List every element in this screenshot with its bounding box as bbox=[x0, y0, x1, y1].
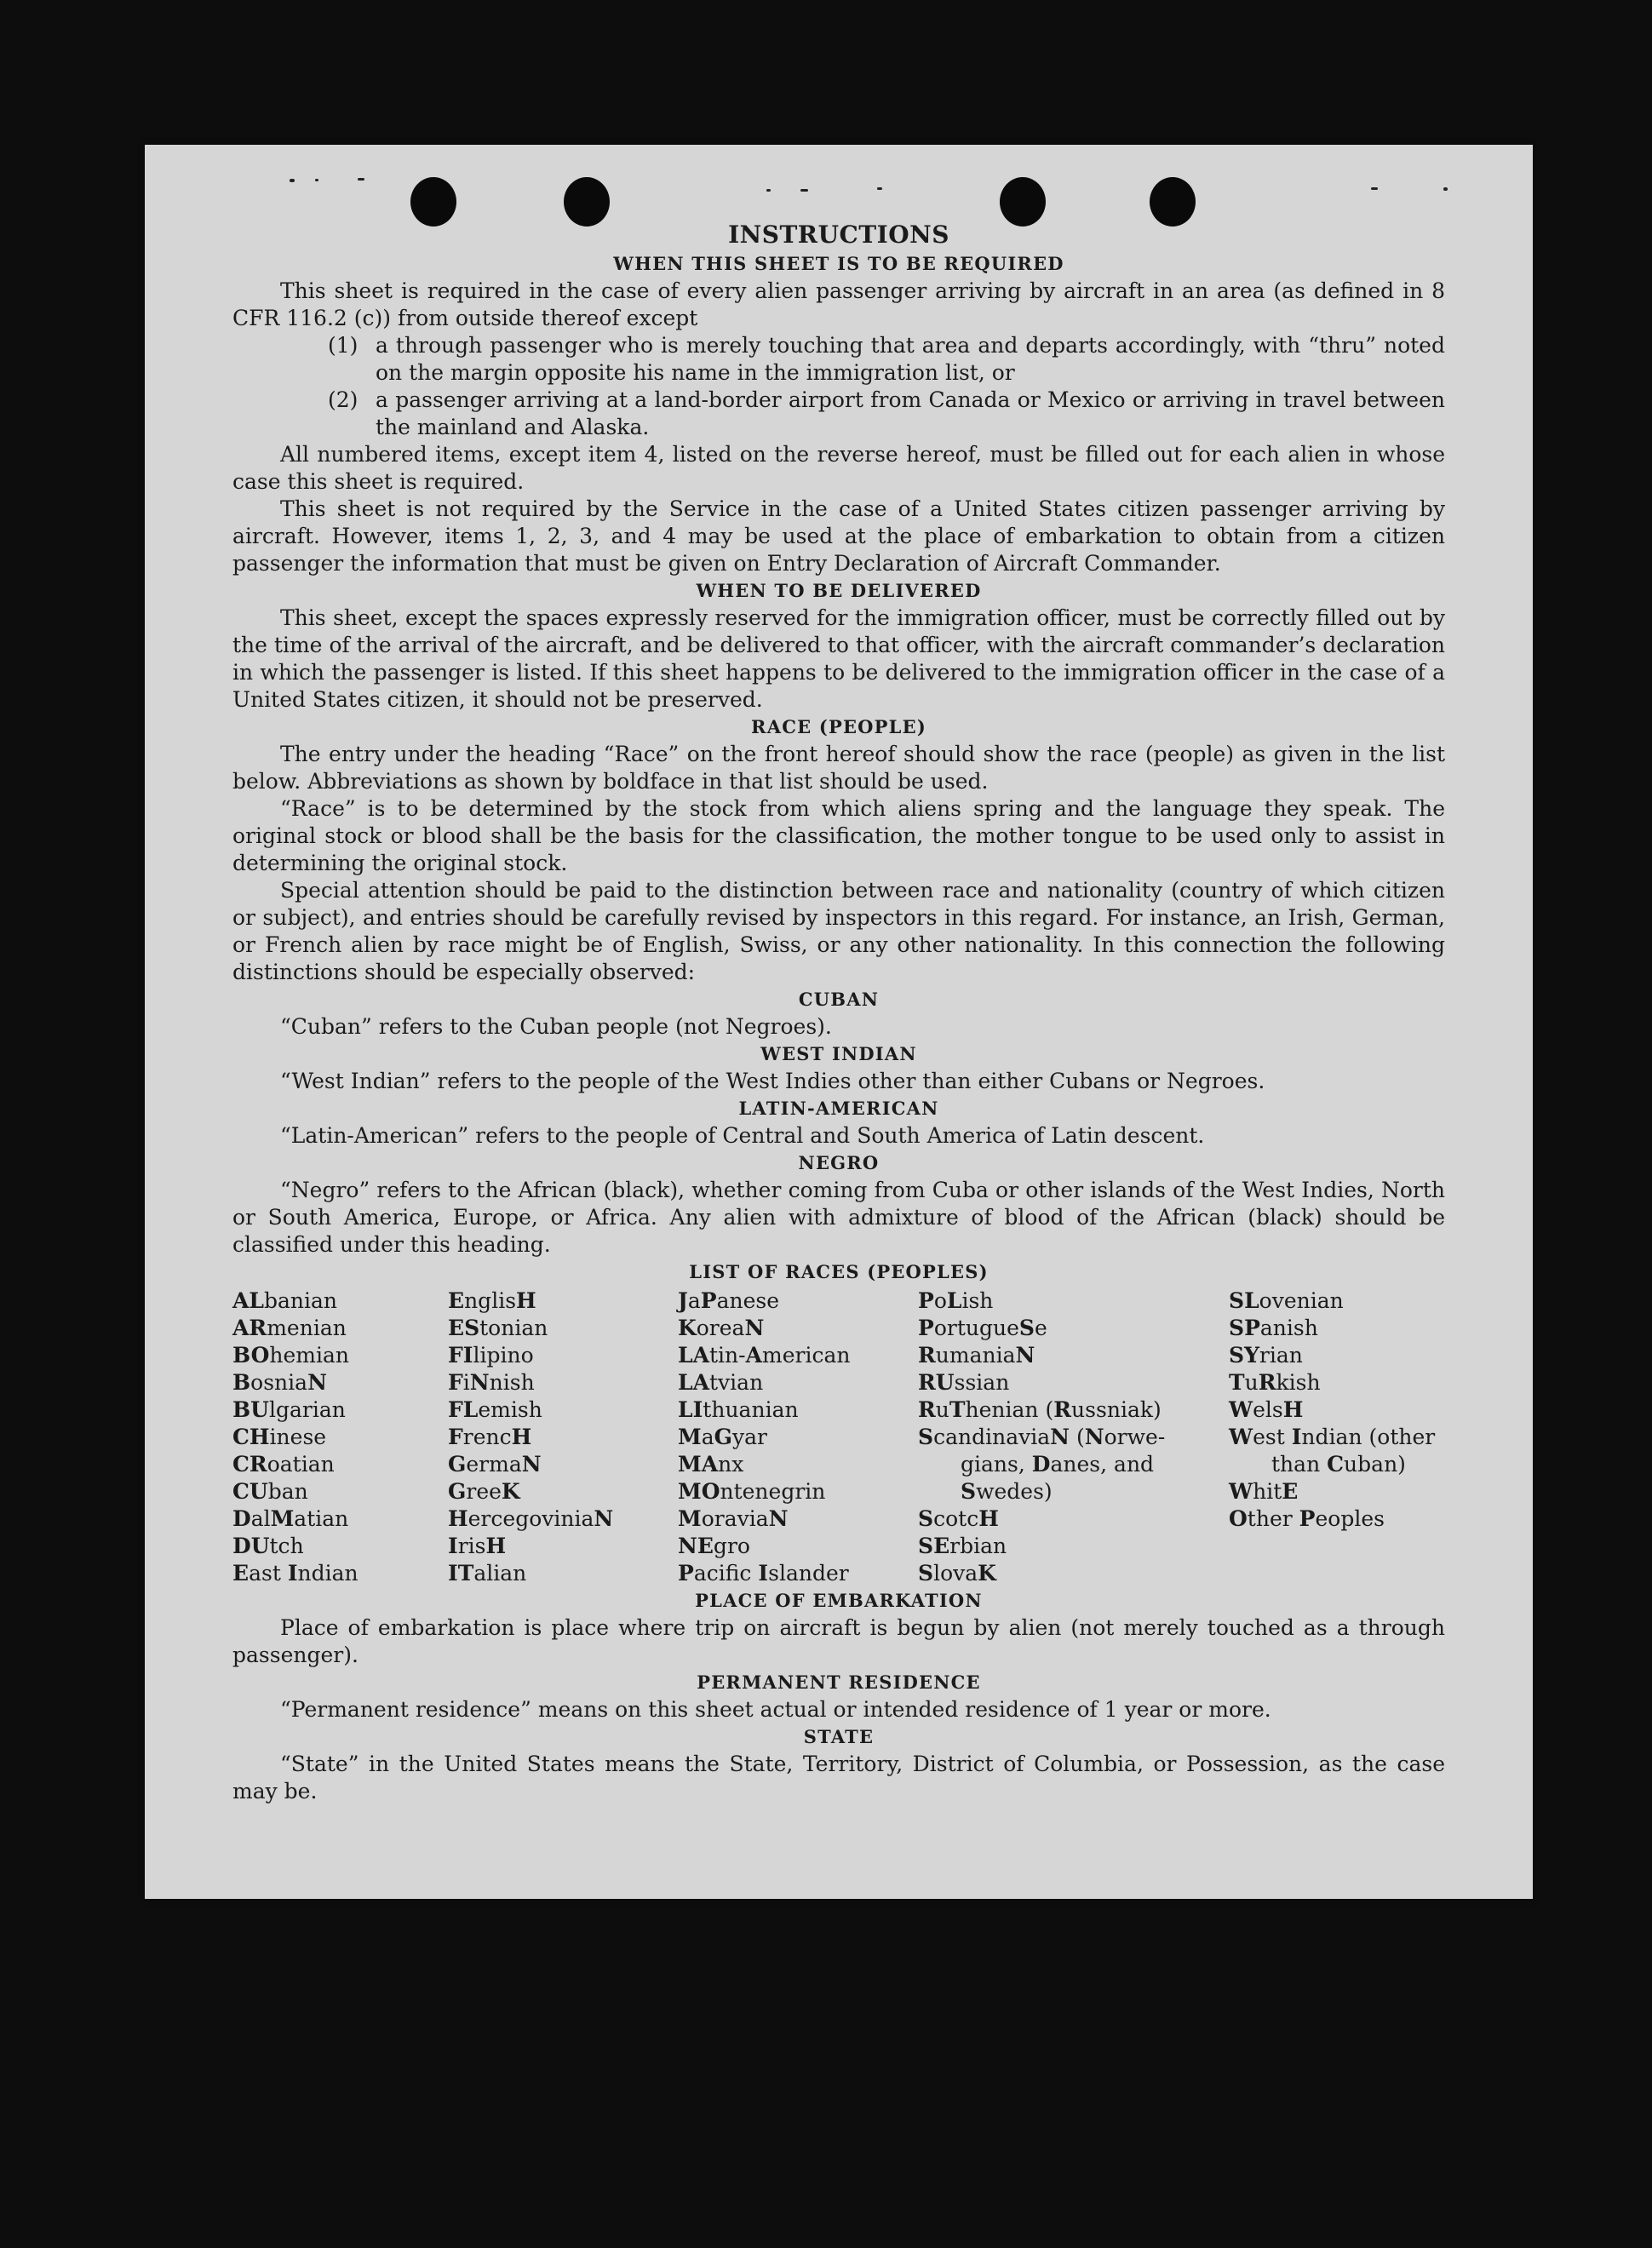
race-entry: ITalian bbox=[448, 1561, 527, 1586]
race-entry: PortugueSe bbox=[918, 1316, 1047, 1340]
race-entry: HercegoviniaN bbox=[448, 1506, 614, 1531]
race-entry: GermaN bbox=[448, 1452, 542, 1477]
heading-embarkation: PLACE OF EMBARKATION bbox=[695, 1590, 983, 1611]
race-entry: CRoatian bbox=[232, 1452, 335, 1477]
exception-number: (1) bbox=[328, 333, 359, 358]
races-column bbox=[678, 1287, 918, 1587]
race-entry: ARmenian bbox=[232, 1316, 347, 1340]
race-entry: East Indian bbox=[232, 1561, 359, 1586]
ink-speck bbox=[766, 189, 771, 192]
race-entry: Pacifc Islander bbox=[678, 1561, 849, 1586]
race-paragraph: “Race” is to be determined by the stock from which aliens spring and the language they speak. The original stock or blood shall be the basis for the classification, the mother tongue to be used only to assist in determining the original stock. bbox=[232, 796, 1445, 875]
state-paragraph: “State” in the United States means the State, Territory, District of Columbia, or Possession, as the case may be. bbox=[232, 1752, 1445, 1804]
race-entry: GreeK bbox=[448, 1479, 520, 1504]
race-entry: WhitE bbox=[1229, 1479, 1299, 1504]
race-entry: SPanish bbox=[1229, 1316, 1318, 1340]
race-entry: SLovenian bbox=[1229, 1288, 1344, 1313]
exception-text: a passenger arriving at a land-border airport from Canada or Mexico or arriving in travel between the mainland and Alaska. bbox=[376, 387, 1445, 439]
race-entry: LAtin-American bbox=[678, 1343, 851, 1368]
latin-american-paragraph: “Latin-American” refers to the people of Central and South America of Latin descent. bbox=[280, 1123, 1205, 1148]
race-entry: SlovaK bbox=[918, 1561, 996, 1586]
race-entry: FiNnish bbox=[448, 1370, 535, 1395]
race-entry: LIthuanian bbox=[678, 1397, 799, 1422]
required-paragraph: This sheet is not required by the Service in the case of a United States citizen passenger arriving by aircraft. However, items 1, 2, 3, and 4 may be used at the place of embarkation to obtain from a citizen passenger the information that must be given on Entry Declaration of Aircraft Commander. bbox=[232, 496, 1445, 576]
race-entry: BOhemian bbox=[232, 1343, 350, 1368]
heading-residence: PERMANENT RESIDENCE bbox=[697, 1672, 981, 1693]
race-entry-continued: gians, Danes, and bbox=[961, 1452, 1155, 1477]
race-entry: MOntenegrin bbox=[678, 1479, 826, 1504]
race-entry: PoLish bbox=[918, 1288, 994, 1313]
heading-latin-american: LATIN-AMERICAN bbox=[738, 1098, 939, 1119]
exception-number: (2) bbox=[328, 387, 359, 412]
race-entry: NEgro bbox=[678, 1534, 750, 1558]
heading-race: RACE (PEOPLE) bbox=[751, 716, 926, 737]
race-entry: ALbanian bbox=[232, 1288, 338, 1313]
race-paragraph: Special attention should be paid to the distinction between race and nationality (country of which citizen or subject), and entries should be carefully revised by inspectors in this regard. For instance, an Irish, German, or French alien by race might be of English, Swiss, or any other nationality. In this connection the following distinctions should be especially observed: bbox=[232, 878, 1445, 984]
required-paragraph: All numbered items, except item 4, listed on the reverse hereof, must be filled out for each alien in whose case this sheet is required. bbox=[232, 442, 1445, 494]
required-intro: This sheet is required in the case of every alien passenger arriving by aircraft in an area (as defined in 8 CFR 116.2 (c)) from outside thereof except bbox=[232, 278, 1445, 330]
race-entry: RuThenian (Russniak) bbox=[918, 1397, 1162, 1422]
race-entry: DalMatian bbox=[232, 1506, 349, 1531]
race-entry: TuRkish bbox=[1229, 1370, 1321, 1395]
race-entry: ScotcH bbox=[918, 1506, 999, 1531]
exception-item bbox=[232, 387, 1445, 441]
ink-speck bbox=[1443, 187, 1448, 191]
race-entry: EnglisH bbox=[448, 1288, 536, 1313]
heading-negro: NEGRO bbox=[798, 1152, 880, 1173]
race-paragraph: The entry under the heading “Race” on the front hereof should show the race (people) as given in the list below. Abbreviations as shown by boldface in that list should be used. bbox=[232, 742, 1445, 794]
embarkation-paragraph: Place of embarkation is place where trip on aircraft is begun by alien (not merely touched as a through passenger). bbox=[232, 1615, 1445, 1667]
race-entry: CUban bbox=[232, 1479, 308, 1504]
ink-speck bbox=[358, 178, 364, 181]
west-indian-paragraph: “West Indian” refers to the people of the West Indies other than either Cubans or Negroes. bbox=[280, 1069, 1265, 1093]
races-list bbox=[232, 1287, 1445, 1587]
exception-item bbox=[232, 332, 1445, 387]
instruction-sheet bbox=[145, 145, 1533, 1899]
ink-speck bbox=[800, 189, 808, 192]
race-entry: MaGyar bbox=[678, 1425, 767, 1449]
race-entry-continued: Swedes) bbox=[961, 1479, 1053, 1504]
races-column bbox=[448, 1287, 678, 1587]
race-entry: EStonian bbox=[448, 1316, 548, 1340]
heading-delivered: WHEN TO BE DELIVERED bbox=[696, 580, 982, 601]
race-entry: FrencH bbox=[448, 1425, 532, 1449]
heading-state: STATE bbox=[803, 1726, 875, 1747]
race-entry: SErbian bbox=[918, 1534, 1007, 1558]
race-entry-continued: than Cuban) bbox=[1271, 1452, 1406, 1477]
race-entry: MoraviaN bbox=[678, 1506, 789, 1531]
heading-races-list: LIST OF RACES (PEOPLES) bbox=[689, 1261, 989, 1282]
race-entry: WelsH bbox=[1229, 1397, 1304, 1422]
page-title: INSTRUCTIONS bbox=[728, 221, 949, 249]
race-entry: FIlipino bbox=[448, 1343, 534, 1368]
races-column bbox=[1229, 1287, 1445, 1587]
ink-speck bbox=[315, 179, 318, 181]
race-entry: RumaniaN bbox=[918, 1343, 1035, 1368]
race-entry: BUlgarian bbox=[232, 1397, 346, 1422]
heading-required: WHEN THIS SHEET IS TO BE REQUIRED bbox=[613, 253, 1064, 274]
race-entry: ScandinaviaN (Norwe- bbox=[918, 1425, 1166, 1449]
negro-paragraph: “Negro” refers to the African (black), whether coming from Cuba or other islands of the West Indies, North or South America, Europe, or Africa. Any alien with admixture of blood of the African (black) should be classified under this heading. bbox=[232, 1178, 1445, 1257]
races-column bbox=[918, 1287, 1229, 1587]
heading-cuban: CUBAN bbox=[798, 989, 880, 1010]
heading-west-indian: WEST INDIAN bbox=[760, 1043, 917, 1064]
race-entry: Other Peoples bbox=[1229, 1506, 1385, 1531]
ink-speck bbox=[877, 187, 882, 190]
race-entry: BosniaN bbox=[232, 1370, 327, 1395]
ink-speck bbox=[290, 179, 295, 182]
race-entry: MAnx bbox=[678, 1452, 744, 1477]
ink-speck bbox=[1371, 187, 1378, 190]
race-entry: KoreaN bbox=[678, 1316, 765, 1340]
race-entry: IrisH bbox=[448, 1534, 507, 1558]
sheet-content bbox=[232, 220, 1445, 1805]
race-entry: West Indian (other bbox=[1229, 1425, 1436, 1449]
cuban-paragraph: “Cuban” refers to the Cuban people (not Negroes). bbox=[280, 1014, 832, 1039]
race-entry: JaPanese bbox=[678, 1288, 780, 1313]
exception-text: a through passenger who is merely touching that area and departs accordingly, with “thru” noted on the margin opposite his name in the immigration list, or bbox=[376, 333, 1445, 385]
residence-paragraph: “Permanent residence” means on this sheet actual or intended residence of 1 year or more. bbox=[280, 1697, 1271, 1722]
race-entry: DUtch bbox=[232, 1534, 304, 1558]
race-entry: SYrian bbox=[1229, 1343, 1303, 1368]
race-entry: RUssian bbox=[918, 1370, 1010, 1395]
delivered-paragraph: This sheet, except the spaces expressly reserved for the immigration officer, must be correctly filled out by the time of the arrival of the aircraft, and be delivered to that officer, with the aircraft commander’s declaration in which the passenger is listed. If this sheet happens to be delivered to the immigration officer in the case of a United States citizen, it should not be preserved. bbox=[232, 605, 1445, 712]
race-entry: CHinese bbox=[232, 1425, 327, 1449]
race-entry: LAtvian bbox=[678, 1370, 764, 1395]
race-entry: FLemish bbox=[448, 1397, 542, 1422]
races-column bbox=[232, 1287, 448, 1587]
